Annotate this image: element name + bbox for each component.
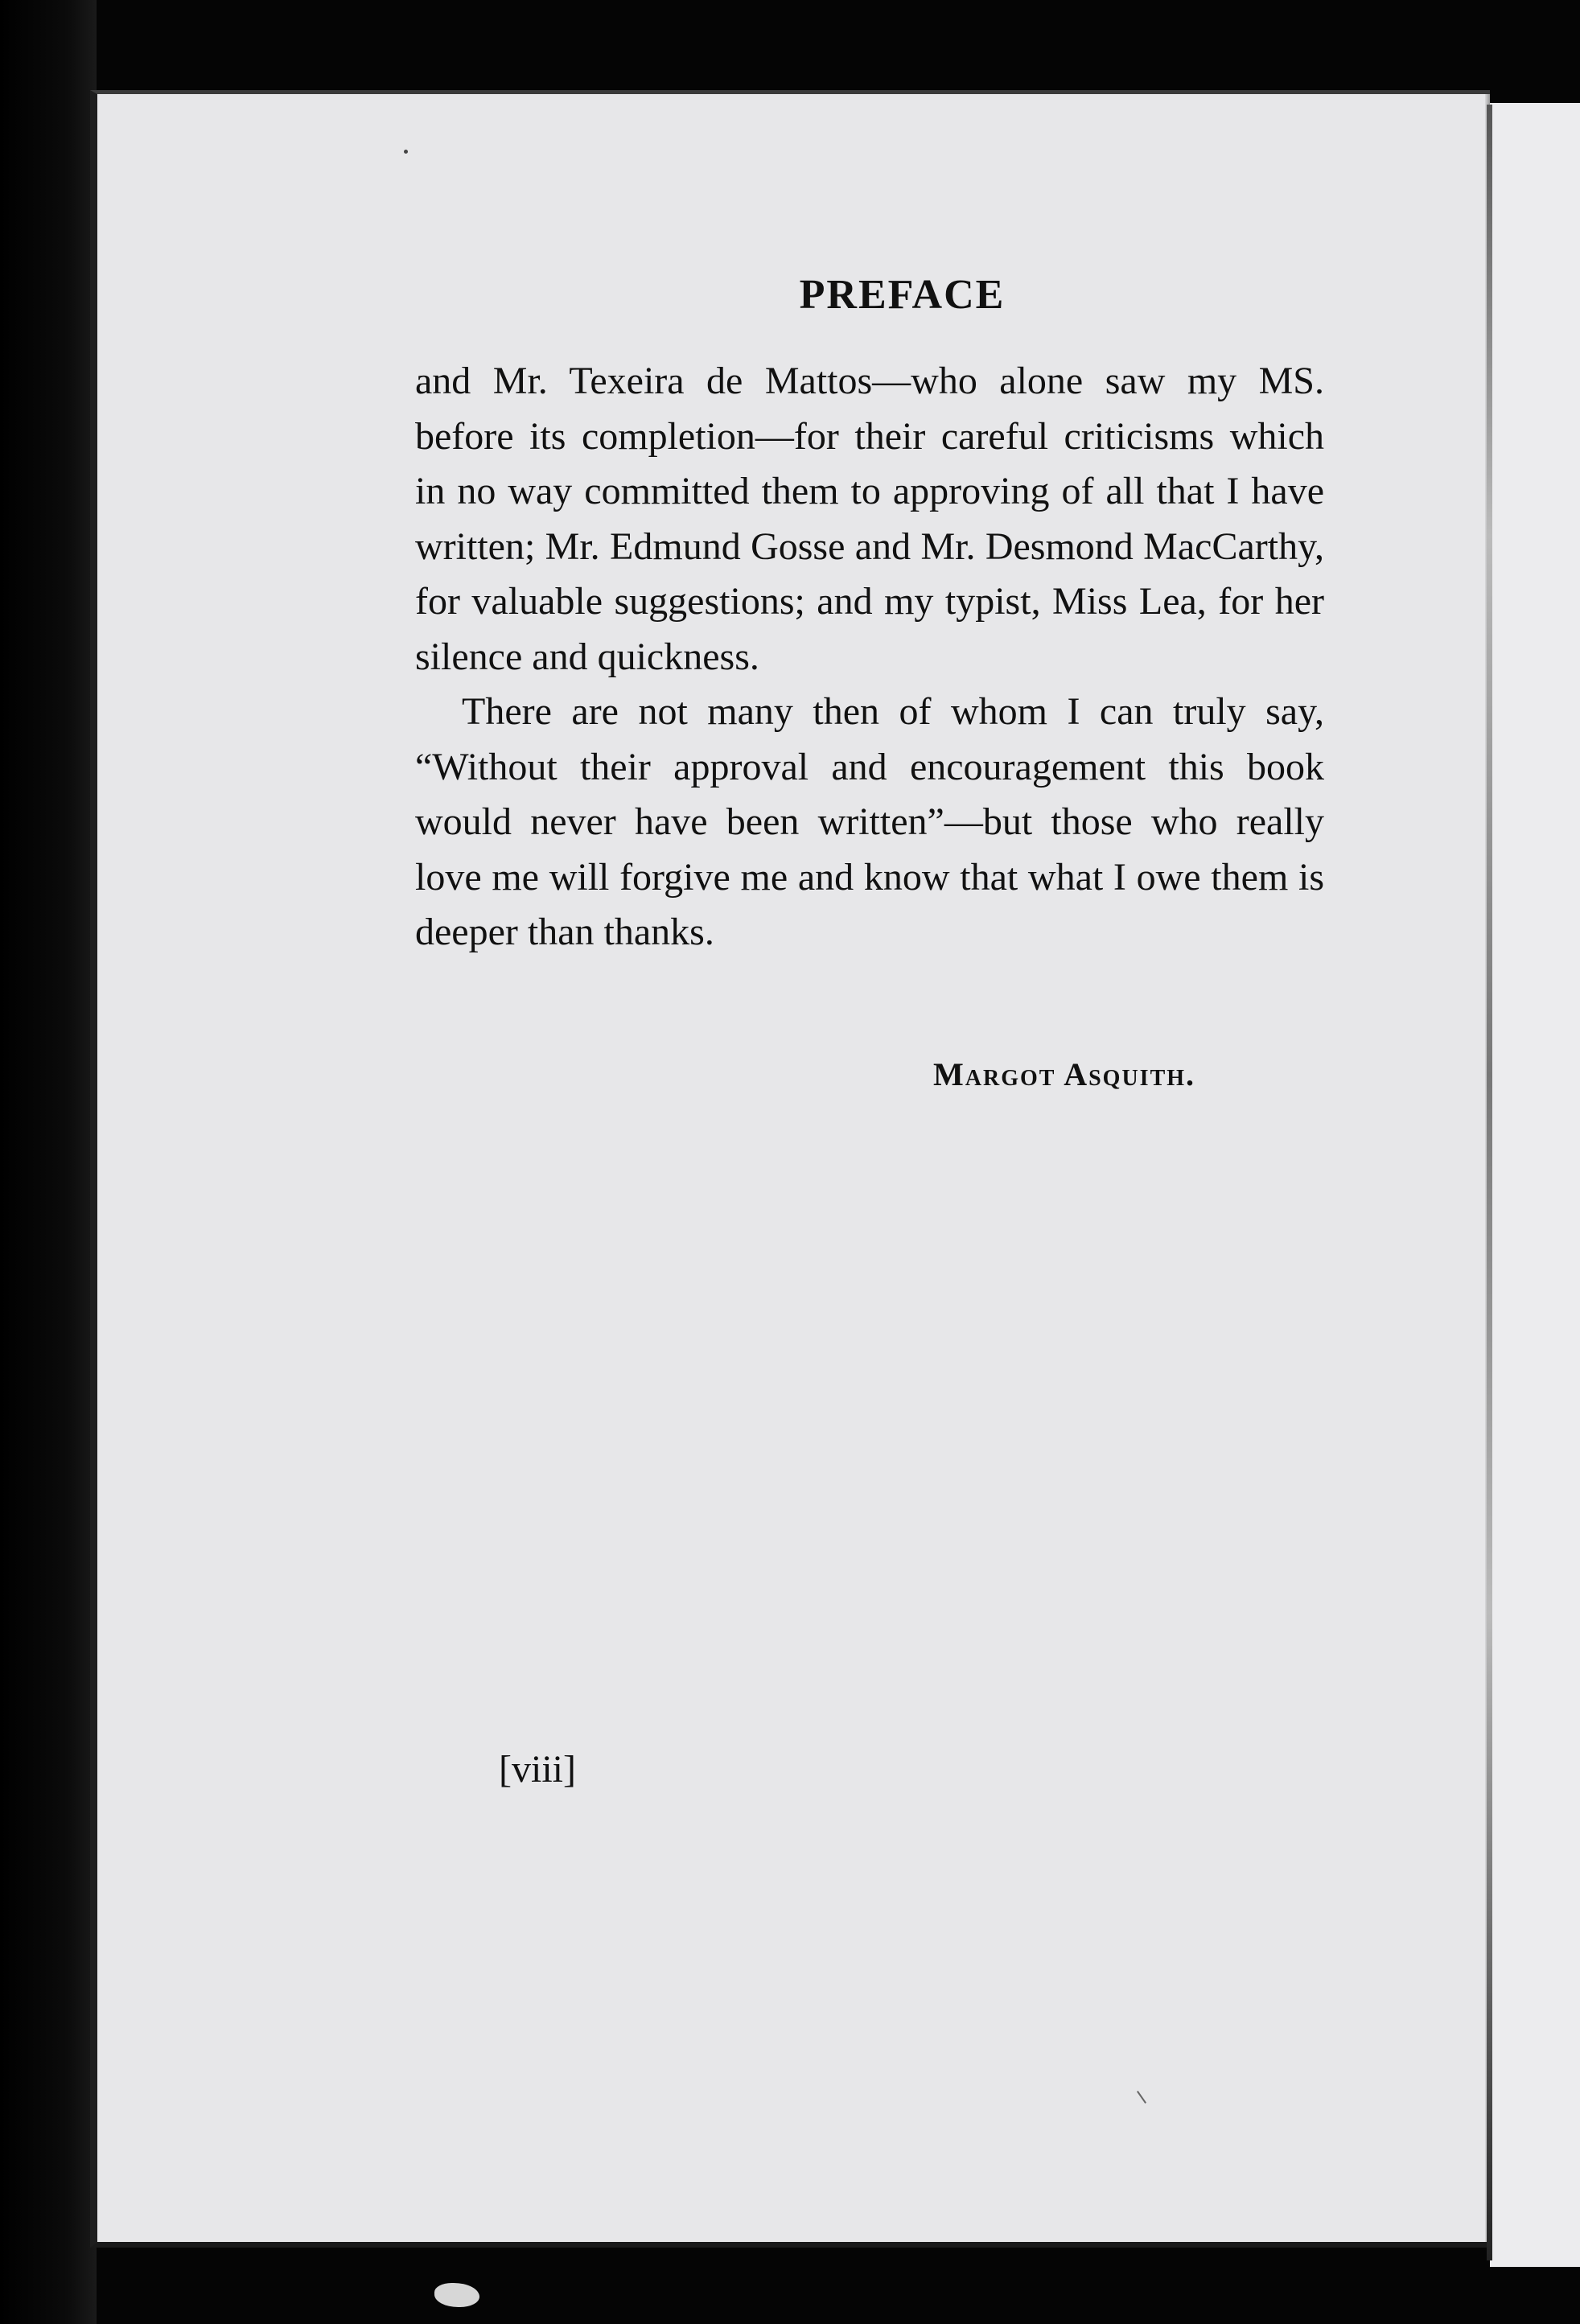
scan-left-edge bbox=[0, 0, 97, 2324]
gutter-shadow bbox=[1487, 105, 1492, 2260]
page-number: [viii] bbox=[499, 1748, 576, 1791]
author-signature: Margot Asquith. bbox=[933, 1056, 1196, 1092]
running-header: PREFACE bbox=[799, 272, 1006, 318]
facing-page-edge bbox=[1490, 103, 1580, 2267]
paragraph: and Mr. Texeira de Mattos—who alone saw my MS. before its completion—for their careful criticisms which in no way committed them to approving of all that I have written; Mr. Edmund Gosse and Mr. Desmond MacCarthy, for valuable suggestions; and my typist, Miss Lea, for her silence and quickness. bbox=[415, 360, 1324, 678]
ink-speck bbox=[404, 150, 408, 154]
body-text bbox=[415, 354, 1324, 960]
paragraph: There are not many then of whom I can truly say, “Without their approval and encouragement this book would never have been written”—but those who really love me will forgive me and know that what I owe them is deeper than thanks. bbox=[415, 690, 1324, 953]
scan-blot bbox=[434, 2283, 479, 2307]
